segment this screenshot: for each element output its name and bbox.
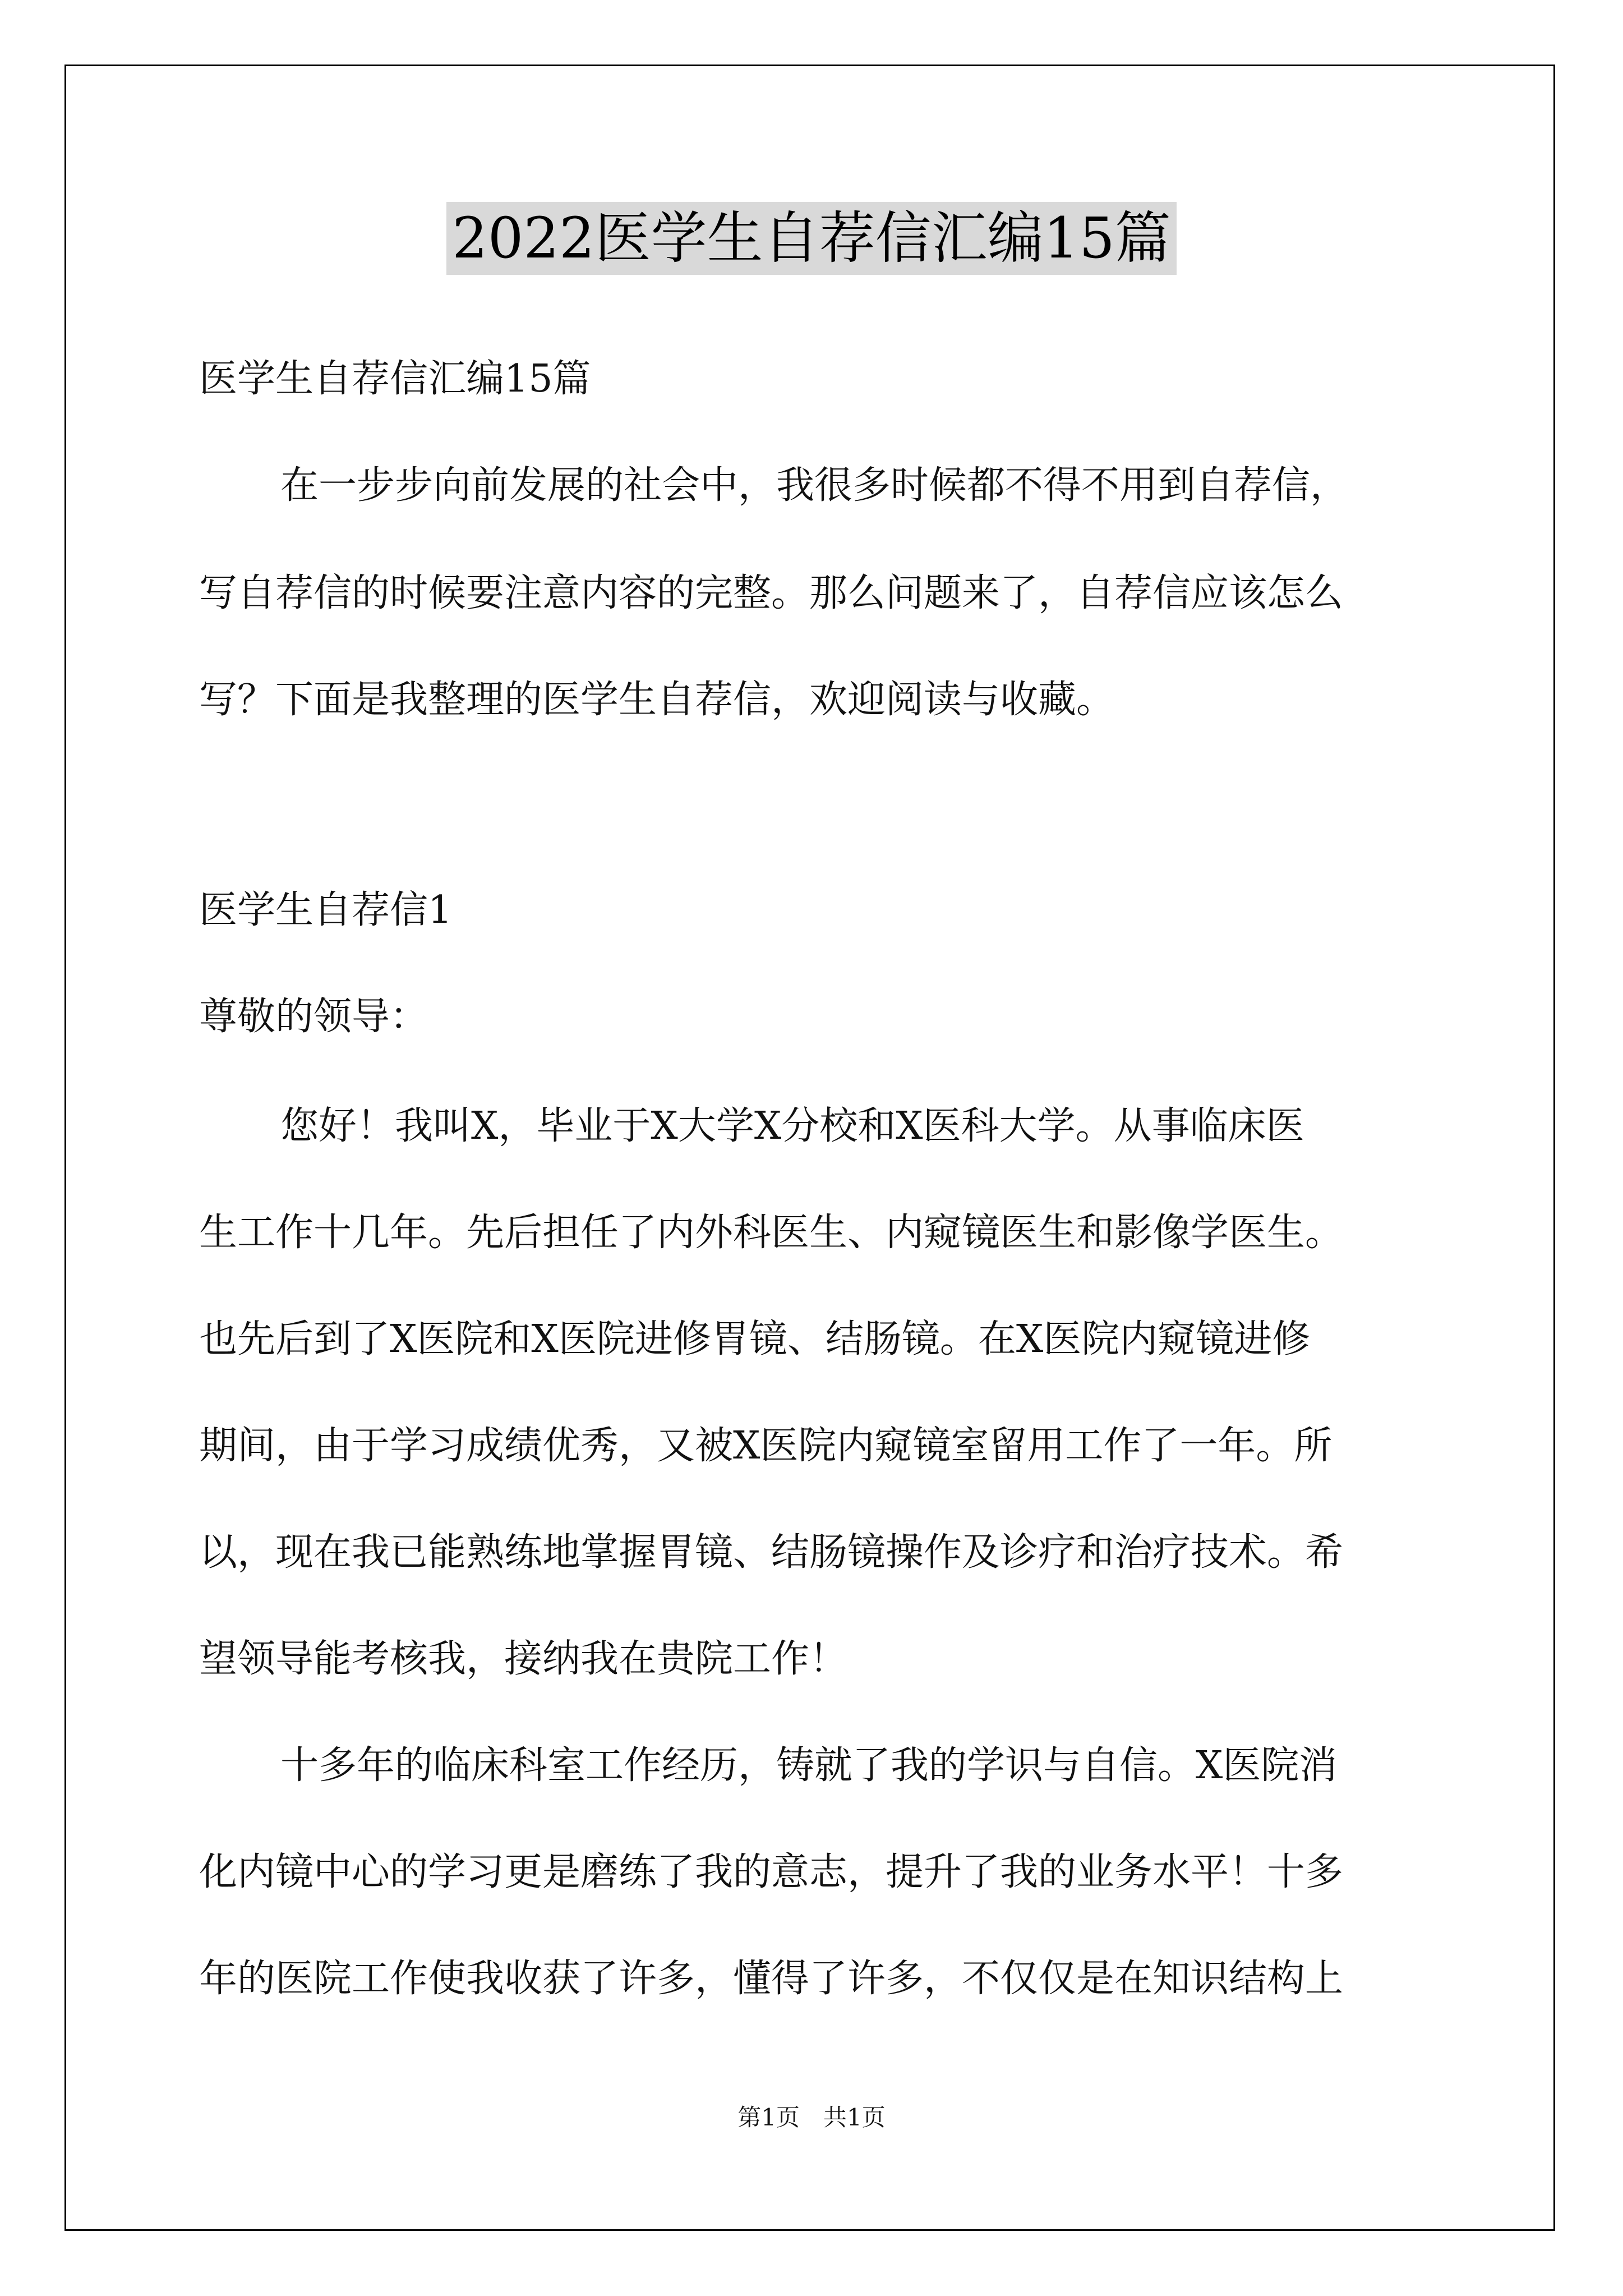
intro-line: 在一步步向前发展的社会中，我很多时候都不得不用到自荐信， (280, 463, 1349, 508)
paragraph-line: 也先后到了X医院和X医院进修胃镜、结肠镜。在X医院内窥镜进修 (199, 1317, 1311, 1361)
paragraph-line: 期间，由于学习成绩优秀，又被X医院内窥镜室留用工作了一年。所 (199, 1424, 1332, 1468)
title-container (0, 202, 1623, 275)
section-heading: 医学生自荐信1 (199, 888, 453, 932)
paragraph-line: 您好！我叫X，毕业于X大学X分校和X医科大学。从事临床医 (280, 1104, 1304, 1148)
document-title: 2022医学生自荐信汇编15篇 (446, 202, 1177, 275)
paragraph-line: 化内镜中心的学习更是磨练了我的意志，提升了我的业务水平！十多 (199, 1850, 1344, 1894)
page-footer: 第1页 共1页 (737, 2104, 886, 2131)
paragraph-line: 生工作十几年。先后担任了内外科医生、内窥镜医生和影像学医生。 (199, 1211, 1344, 1255)
salutation: 尊敬的领导： (199, 995, 428, 1039)
paragraph-line: 十多年的临床科室工作经历，铸就了我的学识与自信。X医院消 (280, 1743, 1338, 1788)
intro-line: 写自荐信的时候要注意内容的完整。那么问题来了，自荐信应该怎么 (199, 571, 1344, 615)
paragraph-line: 年的医院工作使我收获了许多，懂得了许多，不仅仅是在知识结构上 (199, 1957, 1344, 2001)
intro-line: 写？下面是我整理的医学生自荐信，欢迎阅读与收藏。 (199, 678, 1115, 722)
document-subtitle: 医学生自荐信汇编15篇 (199, 357, 591, 401)
paragraph-line: 望领导能考核我，接纳我在贵院工作！ (199, 1637, 848, 1681)
paragraph-line: 以，现在我已能熟练地掌握胃镜、结肠镜操作及诊疗和治疗技术。希 (199, 1530, 1344, 1575)
